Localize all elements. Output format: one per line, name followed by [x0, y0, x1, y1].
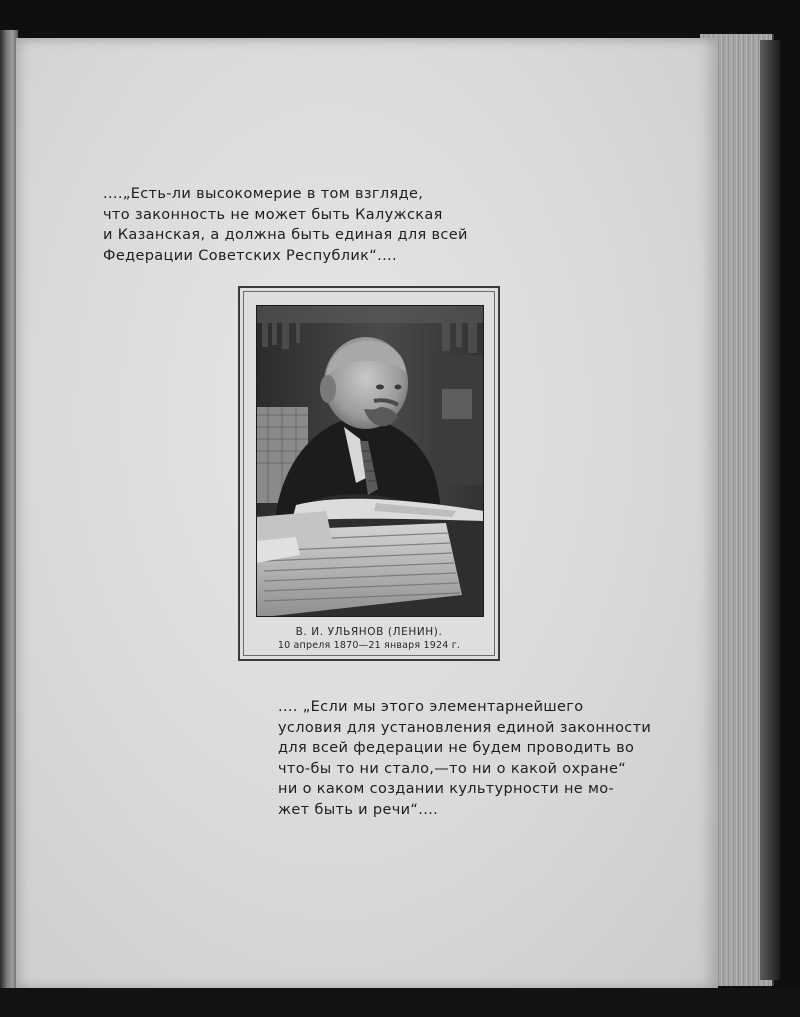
book-page	[16, 38, 718, 990]
quote-bottom-line: жет быть и речи“....	[278, 801, 439, 818]
portrait-card	[238, 286, 500, 661]
quote-bottom-line: .... „Если мы этого элементарнейшего	[278, 699, 584, 715]
portrait-caption-dates: 10 апреля 1870—21 января 1924 г.	[277, 640, 461, 651]
quote-top-line: и Казанская, а должна быть единая для всей	[103, 227, 468, 243]
quote-top-line: что законность не может быть Калужская	[103, 206, 443, 223]
quote-top-line: ....„Есть-ли высокомерие в том взгляде,	[103, 186, 424, 202]
quote-bottom-line: ни о каком создании культурности не мо-	[278, 781, 615, 797]
quote-bottom	[278, 697, 652, 820]
book-cover-edge	[760, 40, 780, 980]
quote-bottom-line: условия для установления единой законности	[278, 719, 652, 736]
quote-top	[103, 184, 468, 266]
scan-bottom-edge	[0, 988, 800, 1017]
portrait-photo	[256, 305, 484, 617]
portrait-caption-name: В. И. УЛЬЯНОВ (ЛЕНИН).	[295, 626, 443, 638]
quote-top-line: Федерации Советских Республик“....	[103, 247, 397, 264]
quote-bottom-line: для всей федерации не будем проводить во	[278, 740, 635, 756]
quote-bottom-line: что-бы то ни стало,—то ни о какой охране“	[278, 760, 627, 777]
